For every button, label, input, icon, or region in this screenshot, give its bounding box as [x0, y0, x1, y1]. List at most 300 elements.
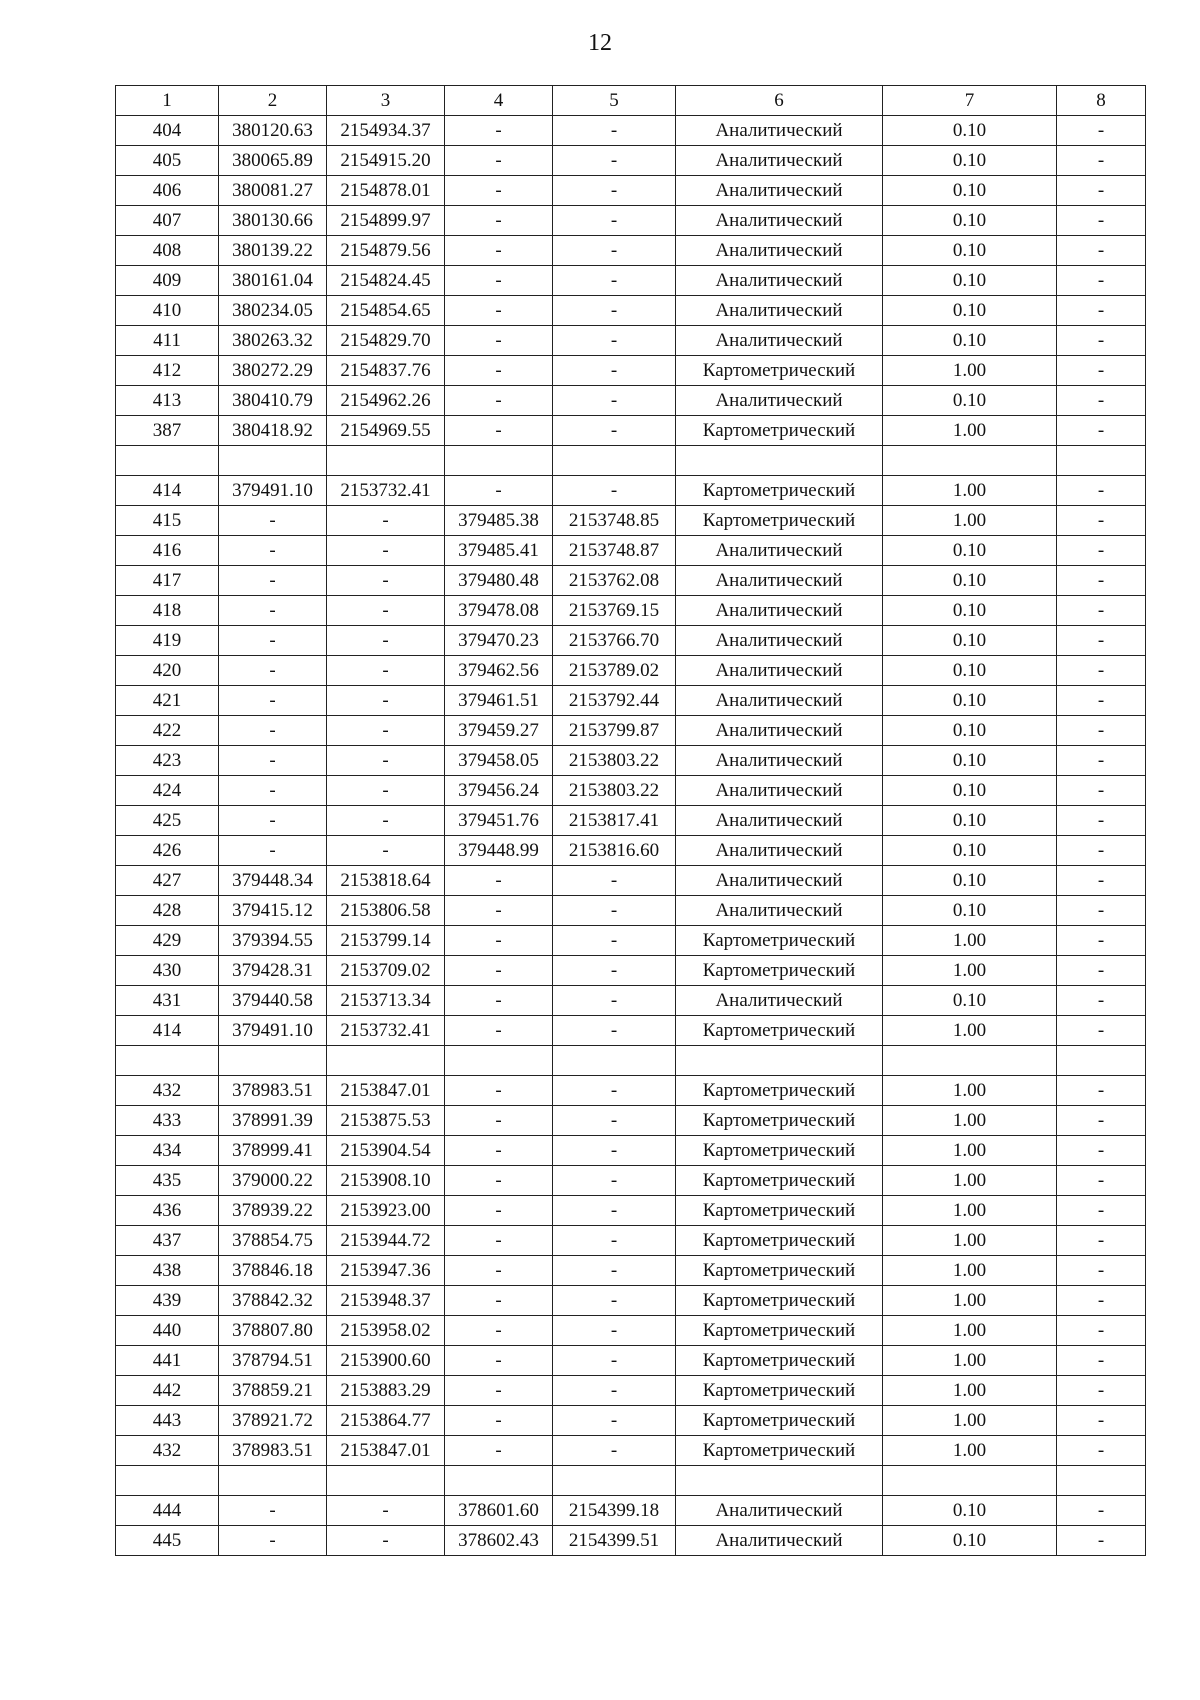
- table-cell: 2154399.51: [553, 1526, 676, 1556]
- table-cell: -: [445, 176, 553, 206]
- table-cell: -: [1057, 1376, 1146, 1406]
- table-cell: Аналитический: [676, 1496, 883, 1526]
- table-cell: 2154837.76: [327, 356, 445, 386]
- table-cell: -: [553, 266, 676, 296]
- table-cell: 0.10: [883, 1496, 1057, 1526]
- column-header: 8: [1057, 86, 1146, 116]
- table-row: [116, 1376, 1146, 1406]
- table-cell: Картометрический: [676, 1376, 883, 1406]
- table-cell: 0.10: [883, 686, 1057, 716]
- table-cell: 2154915.20: [327, 146, 445, 176]
- table-cell: -: [1057, 1196, 1146, 1226]
- table-row: [116, 296, 1146, 326]
- table-cell: 429: [116, 926, 219, 956]
- table-cell: 2153803.22: [553, 776, 676, 806]
- table-cell: 378854.75: [219, 1226, 327, 1256]
- table-cell: 1.00: [883, 1196, 1057, 1226]
- table-cell: -: [445, 296, 553, 326]
- table-cell: 380418.92: [219, 416, 327, 446]
- table-cell: 378602.43: [445, 1526, 553, 1556]
- table-cell: -: [1057, 1136, 1146, 1166]
- table-cell: 420: [116, 656, 219, 686]
- table-cell: [116, 1466, 219, 1496]
- table-row: [116, 1076, 1146, 1106]
- table-cell: -: [445, 956, 553, 986]
- table-cell: 0.10: [883, 566, 1057, 596]
- table-cell: Картометрический: [676, 1406, 883, 1436]
- table-cell: 0.10: [883, 626, 1057, 656]
- table-cell: 418: [116, 596, 219, 626]
- table-cell: 411: [116, 326, 219, 356]
- table-cell: -: [1057, 896, 1146, 926]
- table-cell: -: [219, 836, 327, 866]
- table-cell: -: [1057, 1496, 1146, 1526]
- table-cell: -: [553, 896, 676, 926]
- table-row: [116, 356, 1146, 386]
- table-cell: 380410.79: [219, 386, 327, 416]
- table-cell: -: [553, 116, 676, 146]
- table-cell: -: [445, 416, 553, 446]
- table-cell: 0.10: [883, 116, 1057, 146]
- table-cell: 380263.32: [219, 326, 327, 356]
- table-cell: 2153900.60: [327, 1346, 445, 1376]
- table-cell: Аналитический: [676, 776, 883, 806]
- table-row: [116, 1226, 1146, 1256]
- table-cell: 2153958.02: [327, 1316, 445, 1346]
- table-cell: [116, 446, 219, 476]
- table-row: [116, 476, 1146, 506]
- table-cell: Аналитический: [676, 656, 883, 686]
- table-cell: 409: [116, 266, 219, 296]
- table-cell: 439: [116, 1286, 219, 1316]
- table-cell: [219, 1046, 327, 1076]
- table-cell: 380161.04: [219, 266, 327, 296]
- table-cell: 0.10: [883, 656, 1057, 686]
- table-cell: -: [1057, 596, 1146, 626]
- table-cell: Картометрический: [676, 1436, 883, 1466]
- table-row: [116, 866, 1146, 896]
- table-cell: -: [1057, 686, 1146, 716]
- table-cell: 1.00: [883, 506, 1057, 536]
- table-cell: 2154899.97: [327, 206, 445, 236]
- table-cell: -: [445, 356, 553, 386]
- table-cell: Картометрический: [676, 1196, 883, 1226]
- table-cell: Аналитический: [676, 866, 883, 896]
- table-cell: -: [1057, 716, 1146, 746]
- table-cell: -: [445, 1406, 553, 1436]
- table-cell: 1.00: [883, 1406, 1057, 1436]
- table-cell: -: [445, 116, 553, 146]
- table-cell: 1.00: [883, 1346, 1057, 1376]
- table-cell: 0.10: [883, 776, 1057, 806]
- table-cell: -: [553, 1316, 676, 1346]
- table-cell: 378859.21: [219, 1376, 327, 1406]
- table-cell: 379428.31: [219, 956, 327, 986]
- table-cell: 379480.48: [445, 566, 553, 596]
- table-cell: 378991.39: [219, 1106, 327, 1136]
- table-cell: 2153748.85: [553, 506, 676, 536]
- table-cell: 404: [116, 116, 219, 146]
- table-cell: 2153816.60: [553, 836, 676, 866]
- table-cell: Аналитический: [676, 266, 883, 296]
- table-cell: Картометрический: [676, 1136, 883, 1166]
- table-cell: Картометрический: [676, 1226, 883, 1256]
- table-row: [116, 986, 1146, 1016]
- table-cell: -: [219, 506, 327, 536]
- table-cell: -: [327, 596, 445, 626]
- table-cell: -: [445, 326, 553, 356]
- table-cell: -: [1057, 116, 1146, 146]
- table-cell: 2153762.08: [553, 566, 676, 596]
- table-row: [116, 266, 1146, 296]
- table-cell: -: [553, 296, 676, 326]
- table-cell: 378983.51: [219, 1076, 327, 1106]
- table-cell: -: [445, 146, 553, 176]
- table-cell: -: [1057, 236, 1146, 266]
- table-cell: 405: [116, 146, 219, 176]
- table-row: [116, 1346, 1146, 1376]
- table-cell: 2153799.87: [553, 716, 676, 746]
- table-row: [116, 206, 1146, 236]
- table-cell: -: [1057, 416, 1146, 446]
- table-cell: -: [219, 716, 327, 746]
- table-cell: -: [219, 626, 327, 656]
- table-cell: -: [553, 206, 676, 236]
- table-cell: 2153806.58: [327, 896, 445, 926]
- table-cell: 0.10: [883, 986, 1057, 1016]
- table-cell: -: [327, 686, 445, 716]
- table-cell: 379451.76: [445, 806, 553, 836]
- table-cell: 2153883.29: [327, 1376, 445, 1406]
- table-cell: 407: [116, 206, 219, 236]
- table-cell: 2153847.01: [327, 1436, 445, 1466]
- table-cell: 437: [116, 1226, 219, 1256]
- table-cell: -: [553, 956, 676, 986]
- table-cell: [327, 1046, 445, 1076]
- table-cell: [553, 1466, 676, 1496]
- table-cell: -: [553, 866, 676, 896]
- table-cell: -: [327, 746, 445, 776]
- table-row: [116, 626, 1146, 656]
- table-cell: 2154934.37: [327, 116, 445, 146]
- table-cell: 380139.22: [219, 236, 327, 266]
- table-cell: -: [553, 386, 676, 416]
- table-cell: 0.10: [883, 536, 1057, 566]
- table-cell: -: [445, 926, 553, 956]
- column-header: 5: [553, 86, 676, 116]
- table-cell: 380130.66: [219, 206, 327, 236]
- table-cell: -: [553, 1376, 676, 1406]
- table-cell: 1.00: [883, 476, 1057, 506]
- table-cell: Картометрический: [676, 506, 883, 536]
- table-cell: 1.00: [883, 1376, 1057, 1406]
- table-cell: Аналитический: [676, 986, 883, 1016]
- table-cell: [445, 1046, 553, 1076]
- table-cell: -: [445, 1076, 553, 1106]
- table-cell: 1.00: [883, 1226, 1057, 1256]
- table-cell: 379000.22: [219, 1166, 327, 1196]
- table-cell: 416: [116, 536, 219, 566]
- table-cell: 379485.41: [445, 536, 553, 566]
- table-cell: 1.00: [883, 1136, 1057, 1166]
- table-cell: [445, 1466, 553, 1496]
- table-cell: -: [1057, 176, 1146, 206]
- table-row: [116, 1256, 1146, 1286]
- table-cell: -: [1057, 836, 1146, 866]
- table-cell: -: [1057, 1346, 1146, 1376]
- table-cell: -: [219, 1496, 327, 1526]
- table-cell: 2154879.56: [327, 236, 445, 266]
- table-cell: 415: [116, 506, 219, 536]
- table-cell: 428: [116, 896, 219, 926]
- table-cell: Аналитический: [676, 236, 883, 266]
- table-cell: 424: [116, 776, 219, 806]
- table-cell: 2153713.34: [327, 986, 445, 1016]
- table-cell: 0.10: [883, 296, 1057, 326]
- table-cell: 414: [116, 476, 219, 506]
- table-cell: 380272.29: [219, 356, 327, 386]
- table-cell: Аналитический: [676, 566, 883, 596]
- table-cell: -: [1057, 356, 1146, 386]
- table-cell: -: [327, 656, 445, 686]
- table-cell: 379491.10: [219, 1016, 327, 1046]
- table-cell: [553, 1046, 676, 1076]
- table-cell: -: [1057, 656, 1146, 686]
- table-row: [116, 566, 1146, 596]
- table-row: [116, 146, 1146, 176]
- column-header: 1: [116, 86, 219, 116]
- table-cell: -: [1057, 296, 1146, 326]
- table-cell: [883, 446, 1057, 476]
- table-cell: -: [219, 566, 327, 596]
- table-cell: -: [1057, 326, 1146, 356]
- table-cell: [219, 1466, 327, 1496]
- table-cell: -: [1057, 956, 1146, 986]
- table-cell: 379462.56: [445, 656, 553, 686]
- table-cell: 0.10: [883, 386, 1057, 416]
- table-cell: Картометрический: [676, 476, 883, 506]
- table-cell: 442: [116, 1376, 219, 1406]
- table-cell: [553, 446, 676, 476]
- table-cell: -: [327, 536, 445, 566]
- table-cell: 1.00: [883, 1106, 1057, 1136]
- table-cell: 379448.34: [219, 866, 327, 896]
- table-cell: Аналитический: [676, 206, 883, 236]
- table-cell: -: [445, 1166, 553, 1196]
- table-cell: -: [445, 236, 553, 266]
- table-cell: -: [1057, 1226, 1146, 1256]
- table-cell: 2153732.41: [327, 476, 445, 506]
- table-cell: [883, 1046, 1057, 1076]
- table-cell: 378601.60: [445, 1496, 553, 1526]
- table-cell: 0.10: [883, 866, 1057, 896]
- table-cell: 378794.51: [219, 1346, 327, 1376]
- table-cell: Аналитический: [676, 686, 883, 716]
- table-cell: -: [219, 656, 327, 686]
- table-cell: Картометрический: [676, 1106, 883, 1136]
- table-cell: -: [1057, 536, 1146, 566]
- table-cell: 0.10: [883, 236, 1057, 266]
- table-cell: 2153789.02: [553, 656, 676, 686]
- coordinates-table: [115, 85, 1146, 1556]
- table-row: [116, 1406, 1146, 1436]
- table-cell: 1.00: [883, 926, 1057, 956]
- table-cell: 0.10: [883, 596, 1057, 626]
- table-cell: 1.00: [883, 1316, 1057, 1346]
- table-cell: 444: [116, 1496, 219, 1526]
- table-cell: 378939.22: [219, 1196, 327, 1226]
- table-cell: 2154829.70: [327, 326, 445, 356]
- table-cell: -: [553, 416, 676, 446]
- table-cell: -: [445, 1376, 553, 1406]
- table-row: [116, 836, 1146, 866]
- table-cell: Аналитический: [676, 296, 883, 326]
- table-cell: 2153923.00: [327, 1196, 445, 1226]
- table-row: [116, 1316, 1146, 1346]
- table-cell: 378846.18: [219, 1256, 327, 1286]
- table-cell: 419: [116, 626, 219, 656]
- table-cell: -: [445, 986, 553, 1016]
- table-cell: -: [553, 1226, 676, 1256]
- table-cell: -: [553, 926, 676, 956]
- table-cell: -: [1057, 806, 1146, 836]
- table-row: [116, 386, 1146, 416]
- table-cell: 2153864.77: [327, 1406, 445, 1436]
- table-cell: 0.10: [883, 746, 1057, 776]
- table-cell: -: [219, 1526, 327, 1556]
- table-cell: -: [1057, 1106, 1146, 1136]
- table-cell: -: [445, 866, 553, 896]
- table-cell: Картометрический: [676, 1286, 883, 1316]
- column-header: 6: [676, 86, 883, 116]
- table-cell: Аналитический: [676, 716, 883, 746]
- table-cell: 379485.38: [445, 506, 553, 536]
- table-cell: 2153875.53: [327, 1106, 445, 1136]
- table-cell: [676, 1466, 883, 1496]
- table-cell: 2153847.01: [327, 1076, 445, 1106]
- table-cell: -: [1057, 146, 1146, 176]
- table-cell: 436: [116, 1196, 219, 1226]
- table-cell: -: [553, 1196, 676, 1226]
- table-cell: 378999.41: [219, 1136, 327, 1166]
- table-row: [116, 656, 1146, 686]
- table-cell: -: [553, 1286, 676, 1316]
- table-cell: 410: [116, 296, 219, 326]
- table-cell: 0.10: [883, 206, 1057, 236]
- table-cell: 379415.12: [219, 896, 327, 926]
- table-cell: 378983.51: [219, 1436, 327, 1466]
- table-row: [116, 686, 1146, 716]
- table-row: [116, 746, 1146, 776]
- table-cell: 0.10: [883, 806, 1057, 836]
- table-cell: -: [1057, 206, 1146, 236]
- table-cell: Картометрический: [676, 1346, 883, 1376]
- table-cell: 379394.55: [219, 926, 327, 956]
- table-cell: 379491.10: [219, 476, 327, 506]
- table-cell: -: [553, 236, 676, 266]
- table-cell: Картометрический: [676, 926, 883, 956]
- table-cell: 2153748.87: [553, 536, 676, 566]
- table-cell: 2154969.55: [327, 416, 445, 446]
- table-cell: 2154962.26: [327, 386, 445, 416]
- table-cell: -: [1057, 1076, 1146, 1106]
- table-cell: -: [1057, 506, 1146, 536]
- table-cell: -: [553, 1136, 676, 1166]
- table-cell: Аналитический: [676, 116, 883, 146]
- column-header: 3: [327, 86, 445, 116]
- table-cell: [445, 446, 553, 476]
- table-cell: -: [1057, 1256, 1146, 1286]
- table-cell: 2153817.41: [553, 806, 676, 836]
- table-cell: 2153947.36: [327, 1256, 445, 1286]
- table-cell: 2153709.02: [327, 956, 445, 986]
- table-row: [116, 596, 1146, 626]
- table-cell: -: [445, 1196, 553, 1226]
- table-cell: 2153766.70: [553, 626, 676, 656]
- table-cell: 1.00: [883, 1166, 1057, 1196]
- table-cell: 379459.27: [445, 716, 553, 746]
- table-header-row: [116, 86, 1146, 116]
- table-row: [116, 506, 1146, 536]
- table-cell: -: [1057, 1316, 1146, 1346]
- table-cell: [219, 446, 327, 476]
- table-cell: -: [1057, 476, 1146, 506]
- table-cell: Аналитический: [676, 386, 883, 416]
- table-cell: -: [1057, 1436, 1146, 1466]
- table-cell: 435: [116, 1166, 219, 1196]
- table-cell: 2154824.45: [327, 266, 445, 296]
- table-row: [116, 326, 1146, 356]
- table-cell: -: [219, 806, 327, 836]
- table-row: [116, 1136, 1146, 1166]
- table-cell: -: [1057, 266, 1146, 296]
- table-cell: 379470.23: [445, 626, 553, 656]
- page-number: 12: [588, 30, 612, 56]
- table-cell: -: [553, 356, 676, 386]
- table-cell: -: [1057, 1286, 1146, 1316]
- table-separator-row: [116, 1466, 1146, 1496]
- table-cell: -: [445, 266, 553, 296]
- table-cell: -: [445, 1256, 553, 1286]
- table-row: [116, 956, 1146, 986]
- table-cell: -: [1057, 866, 1146, 896]
- table-cell: -: [553, 1436, 676, 1466]
- table-cell: -: [553, 1016, 676, 1046]
- table-cell: -: [1057, 1406, 1146, 1436]
- table-cell: 1.00: [883, 956, 1057, 986]
- table-cell: 1.00: [883, 1256, 1057, 1286]
- table-cell: -: [553, 1256, 676, 1286]
- table-cell: 379448.99: [445, 836, 553, 866]
- table-cell: Аналитический: [676, 806, 883, 836]
- table-cell: 426: [116, 836, 219, 866]
- table-cell: Аналитический: [676, 836, 883, 866]
- table-row: [116, 416, 1146, 446]
- table-cell: -: [445, 386, 553, 416]
- table-cell: 421: [116, 686, 219, 716]
- table-cell: Аналитический: [676, 146, 883, 176]
- table-cell: Аналитический: [676, 536, 883, 566]
- table-cell: -: [1057, 986, 1146, 1016]
- table-cell: 380065.89: [219, 146, 327, 176]
- table-cell: -: [553, 1106, 676, 1136]
- table-cell: [676, 446, 883, 476]
- table-cell: 2154399.18: [553, 1496, 676, 1526]
- table-cell: -: [445, 1286, 553, 1316]
- table-cell: -: [327, 506, 445, 536]
- table-row: [116, 236, 1146, 266]
- table-cell: 2153944.72: [327, 1226, 445, 1256]
